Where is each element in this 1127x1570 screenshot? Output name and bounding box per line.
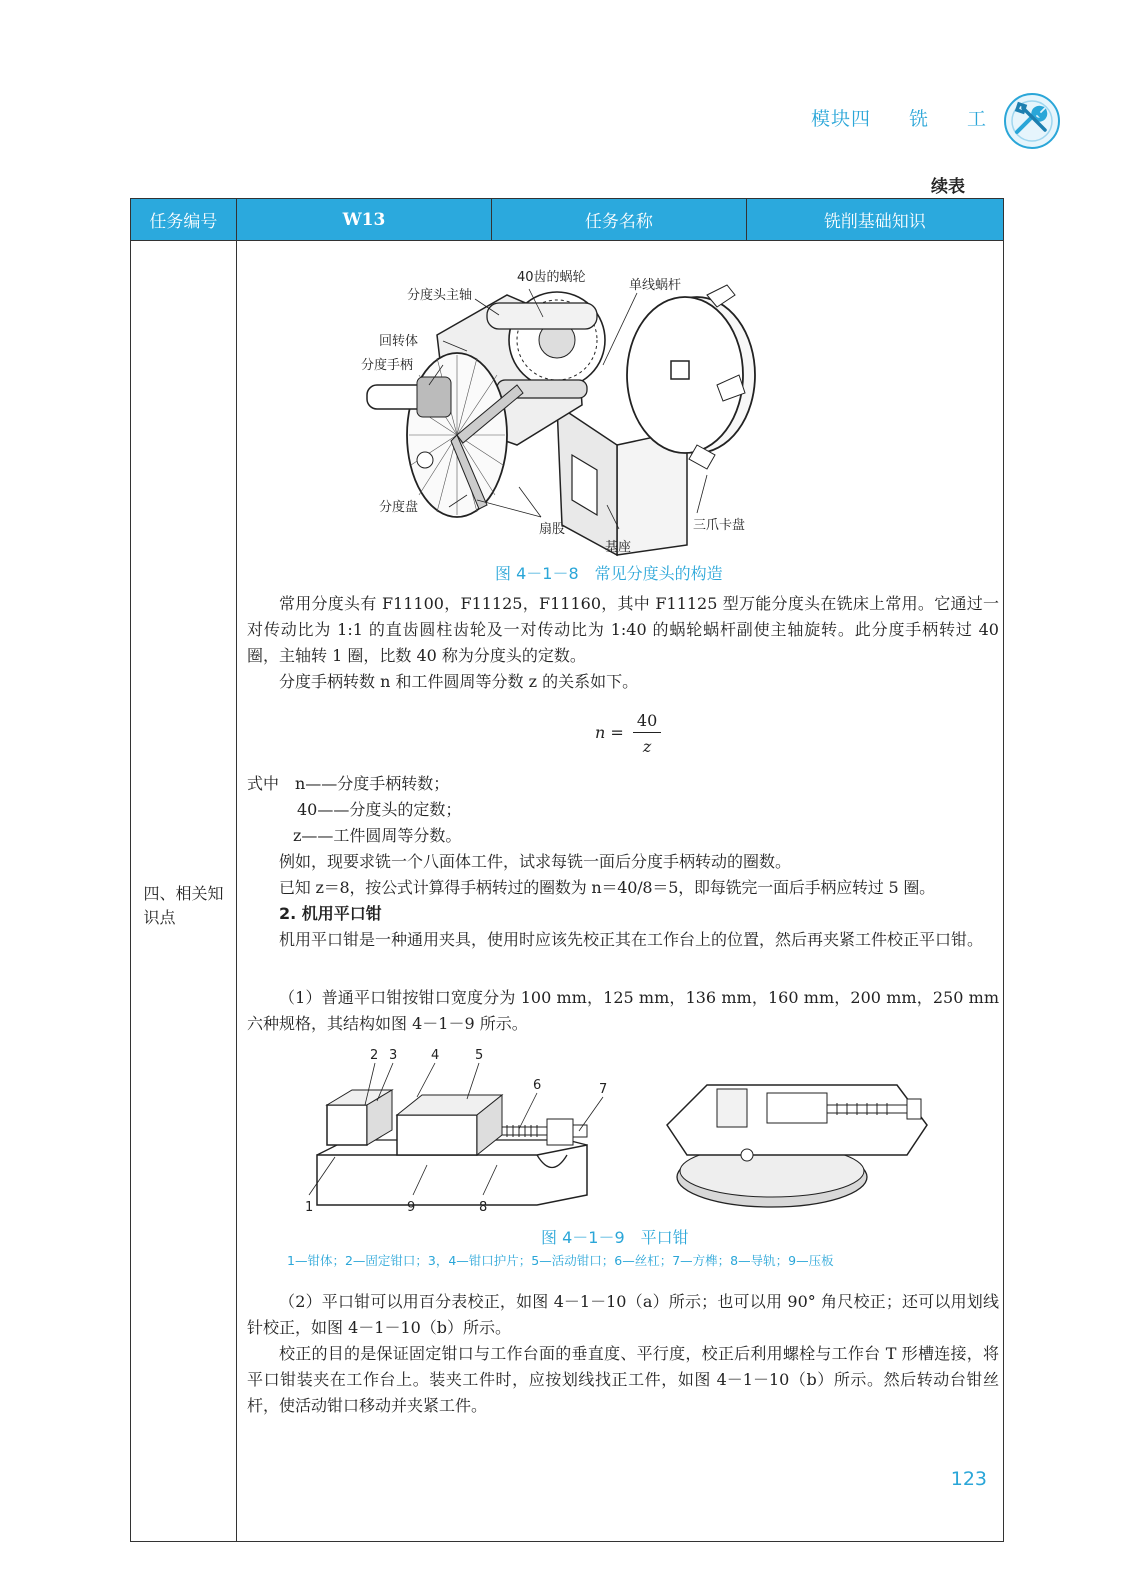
vise-num-6: 6: [533, 1078, 542, 1093]
chapter-title-b: 工: [966, 108, 987, 130]
vise-num-8: 8: [479, 1200, 488, 1215]
paragraph-relation: 分度手柄转数 n 和工件圆周等分数 z 的关系如下。: [279, 672, 639, 691]
where-line-1: 式中 n——分度手柄转数；: [247, 774, 450, 793]
page-number: 123: [950, 1468, 987, 1490]
label-worm: 单线蜗杆: [629, 278, 682, 293]
continued-label: 续表: [931, 177, 965, 197]
label-chuck: 三爪卡盘: [693, 518, 746, 533]
table-body: [131, 241, 1003, 1541]
vise-num-9: 9: [407, 1200, 416, 1215]
where-line-3: z——工件圆周等分数。: [293, 826, 462, 845]
header-task-id-value: W13: [237, 199, 492, 240]
where-line-2: 40——分度头的定数；: [297, 800, 462, 819]
formula-fraction: [633, 711, 661, 756]
paragraph-solution: 已知 z＝8，按公式计算得手柄转过的圈数为 n＝40/8＝5，即每铣完一面后手柄应转过 5 圈。: [279, 878, 935, 897]
paragraph-indexing-head-models: 常用分度头有 F11100，F11125，F11160，其中 F11125 型万能分度头在铣床上常用。它通过一对传动比为 1:1 的直齿圆柱齿轮及一对传动比为 1:40 的蜗轮蜗杆副使主轴旋转。此分度手柄转过 40 圈，主轴转 1 圈，比数 40 称为分度头的定数。: [247, 594, 999, 665]
formula-numerator: 40: [633, 711, 661, 733]
vise-num-2: 2: [370, 1048, 379, 1063]
formula-denominator: z: [642, 737, 652, 756]
indexing-head-figure: [361, 255, 747, 555]
section-label-cell: [131, 241, 237, 1541]
wrench-logo-icon: [1003, 92, 1061, 150]
table-header: [131, 199, 1003, 241]
vise-figure: [307, 1045, 967, 1215]
header-task-name-value: 铣削基础知识: [823, 212, 926, 232]
paragraph-vise-sizes: （1）普通平口钳按钳口宽度分为 100 mm，125 mm，136 mm，160 mm，200 mm，250 mm 六种规格，其结构如图 4－1－9 所示。: [247, 988, 999, 1033]
label-sector: 扇股: [539, 522, 566, 537]
figure2-caption: 图 4－1－9 平口钳: [541, 1228, 689, 1247]
formula: [595, 711, 661, 756]
label-spindle: 分度头主轴: [407, 288, 473, 303]
label-plate: 分度盘: [379, 500, 419, 515]
paragraph-vise-alignment: （2）平口钳可以用百分表校正，如图 4－1－10（a）所示；也可以用 90° 角尺校正；还可以用划线针校正，如图 4－1－10（b）所示。: [247, 1292, 999, 1337]
vise-num-4: 4: [431, 1048, 440, 1063]
header-task-id-label: 任务编号: [131, 199, 237, 240]
figure1-caption: 图 4－1－8 常见分度头的构造: [495, 564, 723, 583]
running-head: [811, 104, 987, 131]
vise-num-3: 3: [389, 1048, 398, 1063]
task-table: [130, 198, 1004, 1542]
paragraph-alignment-purpose: 校正的目的是保证固定钳口与工作台面的垂直度、平行度，校正后利用螺栓与工作台 T 形槽连接，将平口钳装夹在工作台上。装夹工件时，应按划线找正工件，如图 4－1－10（b）所示。然后转动台钳丝杆，使活动钳口移动并夹紧工件。: [247, 1344, 999, 1415]
header-task-name-label: 任务名称: [492, 199, 746, 240]
paragraph-example: 例如，现要求铣一个八面体工件，试求每铣一面后分度手柄转动的圈数。: [279, 852, 792, 871]
formula-lhs: n =: [595, 723, 624, 742]
section-heading-vise: 2. 机用平口钳: [279, 904, 382, 923]
figure2-legend: 1—钳体；2—固定钳口；3，4—钳口护片；5—活动钳口；6—丝杠；7—方榫；8—导轨；9—压板: [287, 1253, 834, 1268]
label-swivel: 回转体: [379, 334, 419, 349]
vise-num-7: 7: [599, 1082, 608, 1097]
module-label: 模块四: [810, 108, 871, 130]
paragraph-vise-intro: 机用平口钳是一种通用夹具，使用时应该先校正其在工作台上的位置，然后再夹紧工件校正平口钳。: [279, 930, 984, 949]
label-worm-wheel: 40齿的蜗轮: [517, 270, 586, 285]
label-handle: 分度手柄: [361, 358, 414, 373]
section-label: 四、相关知识点: [143, 884, 224, 927]
vise-num-1: 1: [305, 1200, 314, 1215]
content-cell: [237, 241, 1003, 1541]
chapter-title-a: 铣: [908, 108, 929, 130]
label-base: 基座: [605, 540, 632, 555]
vise-num-5: 5: [475, 1048, 484, 1063]
